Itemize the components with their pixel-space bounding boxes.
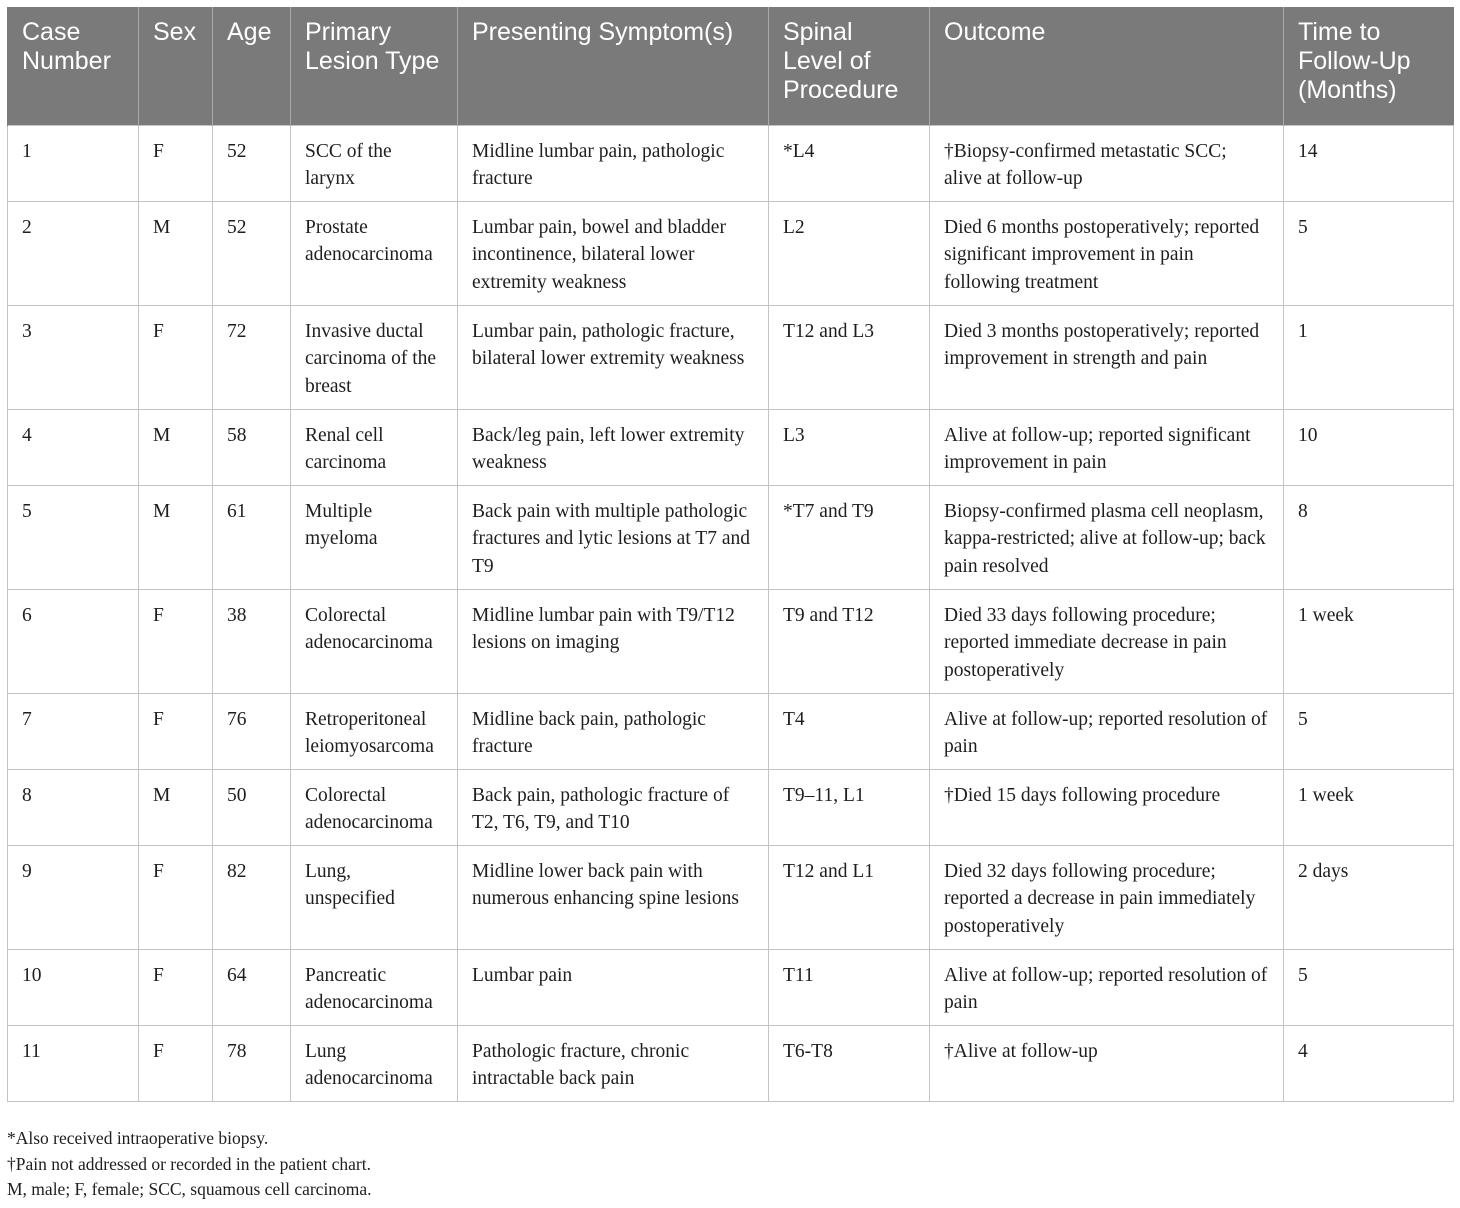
cell-follow-up: 4: [1284, 1025, 1454, 1101]
cell-age: 38: [213, 589, 291, 693]
cell-primary-lesion: Prostate adenocarcinoma: [291, 201, 458, 305]
cell-follow-up: 10: [1284, 409, 1454, 485]
cell-symptoms: Lumbar pain, bowel and bladder incontinence, bilateral lower extremity weakness: [458, 201, 769, 305]
cell-sex: M: [139, 201, 213, 305]
table-row: [8, 409, 1454, 485]
cell-primary-lesion: Multiple myeloma: [291, 485, 458, 589]
header-outcome: Outcome: [930, 7, 1284, 125]
table-row: [8, 485, 1454, 589]
cell-spinal-level: L2: [769, 201, 930, 305]
table-header-row: [8, 7, 1454, 125]
footnote-biopsy: *Also received intraoperative biopsy.: [7, 1128, 269, 1148]
cell-symptoms: Back/leg pain, left lower extremity weakness: [458, 409, 769, 485]
cell-outcome: Died 3 months postoperatively; reported improvement in strength and pain: [930, 305, 1284, 409]
cell-sex: F: [139, 125, 213, 201]
cell-age: 58: [213, 409, 291, 485]
cell-sex: F: [139, 693, 213, 769]
table-row: [8, 769, 1454, 845]
cell-spinal-level: T12 and L3: [769, 305, 930, 409]
cell-outcome: Alive at follow-up; reported resolution of pain: [930, 949, 1284, 1025]
cell-sex: F: [139, 1025, 213, 1101]
cell-case-number: 1: [8, 125, 139, 201]
cell-primary-lesion: SCC of the larynx: [291, 125, 458, 201]
cell-age: 61: [213, 485, 291, 589]
cell-spinal-level: T9–11, L1: [769, 769, 930, 845]
cell-symptoms: Lumbar pain: [458, 949, 769, 1025]
cell-symptoms: Midline lower back pain with numerous enhancing spine lesions: [458, 845, 769, 949]
cell-age: 82: [213, 845, 291, 949]
cell-spinal-level: *L4: [769, 125, 930, 201]
cell-case-number: 3: [8, 305, 139, 409]
footnote-pain: †Pain not addressed or recorded in the patient chart.: [7, 1153, 371, 1174]
cell-spinal-level: L3: [769, 409, 930, 485]
cell-primary-lesion: Colorectal adenocarcinoma: [291, 769, 458, 845]
cell-symptoms: Midline lumbar pain with T9/T12 lesions on imaging: [458, 589, 769, 693]
table-row: [8, 125, 1454, 201]
cell-spinal-level: T4: [769, 693, 930, 769]
table-row: [8, 949, 1454, 1025]
cell-symptoms: Back pain, pathologic fracture of T2, T6, T9, and T10: [458, 769, 769, 845]
cell-age: 52: [213, 125, 291, 201]
cell-primary-lesion: Retroperitoneal leiomyosarcoma: [291, 693, 458, 769]
table-row: [8, 201, 1454, 305]
table-row: [8, 1025, 1454, 1101]
cell-follow-up: 5: [1284, 201, 1454, 305]
header-follow-up-time: Time to Follow-Up (Months): [1284, 7, 1454, 125]
cell-follow-up: 14: [1284, 125, 1454, 201]
case-table-container: [7, 7, 1453, 1102]
table-row: [8, 589, 1454, 693]
cell-case-number: 8: [8, 769, 139, 845]
cell-sex: F: [139, 589, 213, 693]
cell-age: 64: [213, 949, 291, 1025]
cell-sex: F: [139, 845, 213, 949]
case-table: [7, 7, 1454, 1102]
header-age: Age: [213, 7, 291, 125]
cell-outcome: Died 6 months postoperatively; reported significant improvement in pain following treatment: [930, 201, 1284, 305]
footnote-abbreviations: M, male; F, female; SCC, squamous cell carcinoma.: [7, 1179, 372, 1199]
table-row: [8, 693, 1454, 769]
cell-outcome: Died 32 days following procedure; reported a decrease in pain immediately postoperatively: [930, 845, 1284, 949]
cell-outcome: Biopsy-confirmed plasma cell neoplasm, kappa-restricted; alive at follow-up; back pain resolved: [930, 485, 1284, 589]
cell-age: 72: [213, 305, 291, 409]
cell-case-number: 11: [8, 1025, 139, 1101]
cell-age: 52: [213, 201, 291, 305]
table-row: [8, 845, 1454, 949]
cell-primary-lesion: Lung, unspecified: [291, 845, 458, 949]
cell-symptoms: Pathologic fracture, chronic intractable back pain: [458, 1025, 769, 1101]
header-primary-lesion-type: Primary Lesion Type: [291, 7, 458, 125]
cell-case-number: 4: [8, 409, 139, 485]
cell-outcome: Died 33 days following procedure; reported immediate decrease in pain postoperatively: [930, 589, 1284, 693]
cell-follow-up: 5: [1284, 693, 1454, 769]
cell-spinal-level: T9 and T12: [769, 589, 930, 693]
table-footnotes: [7, 1126, 372, 1203]
cell-case-number: 7: [8, 693, 139, 769]
cell-follow-up: 1 week: [1284, 769, 1454, 845]
cell-symptoms: Midline lumbar pain, pathologic fracture: [458, 125, 769, 201]
cell-primary-lesion: Invasive ductal carcinoma of the breast: [291, 305, 458, 409]
cell-outcome: †Died 15 days following procedure: [930, 769, 1284, 845]
cell-outcome: †Biopsy-confirmed metastatic SCC; alive at follow-up: [930, 125, 1284, 201]
cell-sex: M: [139, 769, 213, 845]
cell-primary-lesion: Colorectal adenocarcinoma: [291, 589, 458, 693]
cell-sex: F: [139, 949, 213, 1025]
cell-outcome: Alive at follow-up; reported resolution of pain: [930, 693, 1284, 769]
table-row: [8, 305, 1454, 409]
cell-spinal-level: T12 and L1: [769, 845, 930, 949]
cell-sex: F: [139, 305, 213, 409]
cell-primary-lesion: Renal cell carcinoma: [291, 409, 458, 485]
cell-symptoms: Back pain with multiple pathologic fractures and lytic lesions at T7 and T9: [458, 485, 769, 589]
cell-follow-up: 1: [1284, 305, 1454, 409]
cell-symptoms: Lumbar pain, pathologic fracture, bilateral lower extremity weakness: [458, 305, 769, 409]
header-case-number: Case Number: [8, 7, 139, 125]
cell-sex: M: [139, 409, 213, 485]
cell-spinal-level: T6-T8: [769, 1025, 930, 1101]
cell-spinal-level: *T7 and T9: [769, 485, 930, 589]
table-body: [8, 125, 1454, 1101]
cell-spinal-level: T11: [769, 949, 930, 1025]
cell-age: 50: [213, 769, 291, 845]
cell-case-number: 2: [8, 201, 139, 305]
cell-sex: M: [139, 485, 213, 589]
cell-case-number: 6: [8, 589, 139, 693]
cell-outcome: Alive at follow-up; reported significant improvement in pain: [930, 409, 1284, 485]
cell-follow-up: 1 week: [1284, 589, 1454, 693]
cell-symptoms: Midline back pain, pathologic fracture: [458, 693, 769, 769]
header-sex: Sex: [139, 7, 213, 125]
cell-primary-lesion: Pancreatic adenocarcinoma: [291, 949, 458, 1025]
header-spinal-level: Spinal Level of Procedure: [769, 7, 930, 125]
cell-age: 76: [213, 693, 291, 769]
cell-follow-up: 5: [1284, 949, 1454, 1025]
cell-case-number: 10: [8, 949, 139, 1025]
cell-age: 78: [213, 1025, 291, 1101]
cell-case-number: 9: [8, 845, 139, 949]
cell-primary-lesion: Lung adenocarcinoma: [291, 1025, 458, 1101]
header-presenting-symptoms: Presenting Symptom(s): [458, 7, 769, 125]
cell-follow-up: 8: [1284, 485, 1454, 589]
cell-outcome: †Alive at follow-up: [930, 1025, 1284, 1101]
cell-follow-up: 2 days: [1284, 845, 1454, 949]
cell-case-number: 5: [8, 485, 139, 589]
